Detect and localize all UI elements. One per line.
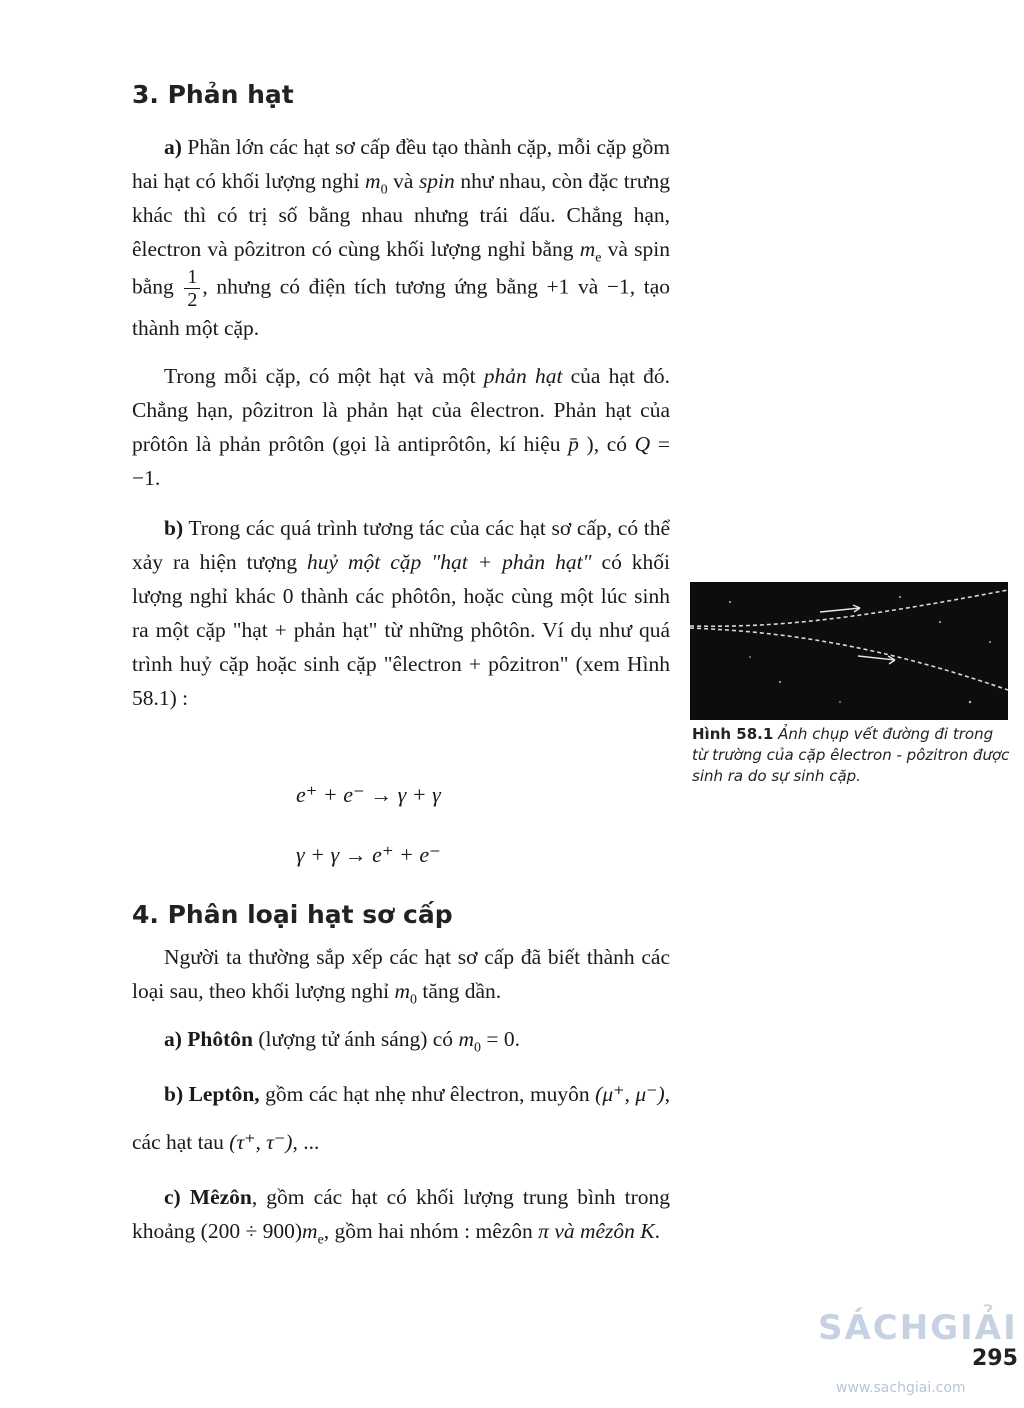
section-3-body <box>132 130 670 715</box>
section-title: 4. Phân loại hạt sơ cấp <box>132 900 453 929</box>
item-label: a) <box>164 135 182 159</box>
watermark-url: www.sachgiai.com <box>836 1380 966 1396</box>
fraction-one-half: $\frac{1}{2}$ <box>184 266 200 311</box>
figure-photo <box>690 582 1008 720</box>
figure-label: Hình 58.1 <box>692 725 774 743</box>
figure-caption: Hình 58.1 Ảnh chụp vết đường đi trong từ trường của cặp êlectron - pôzitron được sinh ra do sự sinh cặp. <box>692 725 1010 785</box>
equation-pair-production: γ + γ → e⁺ + e⁻ <box>296 842 441 867</box>
item-lepton: b) Leptôn, gồm các hạt nhẹ như êlectron, muyôn (μ⁺, μ⁻), các hạt tau (τ⁺, τ⁻), ... <box>132 1082 671 1154</box>
page-number: 295 <box>972 1346 1018 1371</box>
section-4-body <box>132 940 670 1248</box>
equation-annihilation: e⁺ + e⁻ → γ + γ <box>296 782 441 807</box>
item-label: b) <box>164 516 184 540</box>
item-photon: a) Phôtôn (lượng tử ánh sáng) có $m_0 = 0$. <box>164 1027 520 1056</box>
paragraph-intro: Người ta thường sắp xếp các hạt sơ cấp đã biết thành các loại sau, theo khối lượng nghỉ $m_0$ tăng dần. <box>132 945 670 1008</box>
watermark-logo: SÁCHGIẢI <box>818 1308 1018 1348</box>
item-meson: c) Mêzôn, gồm các hạt có khối lượng trung bình trong khoảng $(200 \div 900)m_e$, gồm hai nhóm : mêzôn π và mêzôn K. <box>132 1185 670 1248</box>
section-title: 3. Phản hạt <box>132 80 294 109</box>
paragraph-a: a) Phần lớn các hạt sơ cấp đều tạo thành cặp, mỗi cặp gồm hai hạt có khối lượng nghỉ $m_0$ và spin như nhau, còn đặc trưng khác thì có trị số bằng nhau nhưng trái dấu. Chẳng hạn, êlectron và pôzitron có cùng khối lượng nghỉ bằng $m_e$ và spin bằng $\frac{1}{2}$ , nhưng có điện tích tương ứng bằng +1 và −1, tạo thành một cặp. <box>132 135 671 340</box>
paragraph-b: b) Trong các quá trình tương tác của các hạt sơ cấp, có thể xảy ra hiện tượng huỷ một cặp "hạt + phản hạt" có khối lượng nghỉ khác 0 thành các phôtôn, hoặc cùng một lúc sinh ra một cặp "hạt + phản hạt" từ những phôtôn. Ví dụ như quá trình huỷ cặp hoặc sinh cặp "êlectron + pôzitron" (xem Hình 58.1) : <box>132 516 670 710</box>
paragraph-antiparticle: Trong mỗi cặp, có một hạt và một phản hạt của hạt đó. Chẳng hạn, pôzitron là phản hạt của êlectron. Phản hạt của prôtôn là phản prôtôn (gọi là antiprôtôn, kí hiệu p̄ ), có Q = −1. <box>132 364 670 490</box>
particle-tracks-image <box>690 582 1008 720</box>
